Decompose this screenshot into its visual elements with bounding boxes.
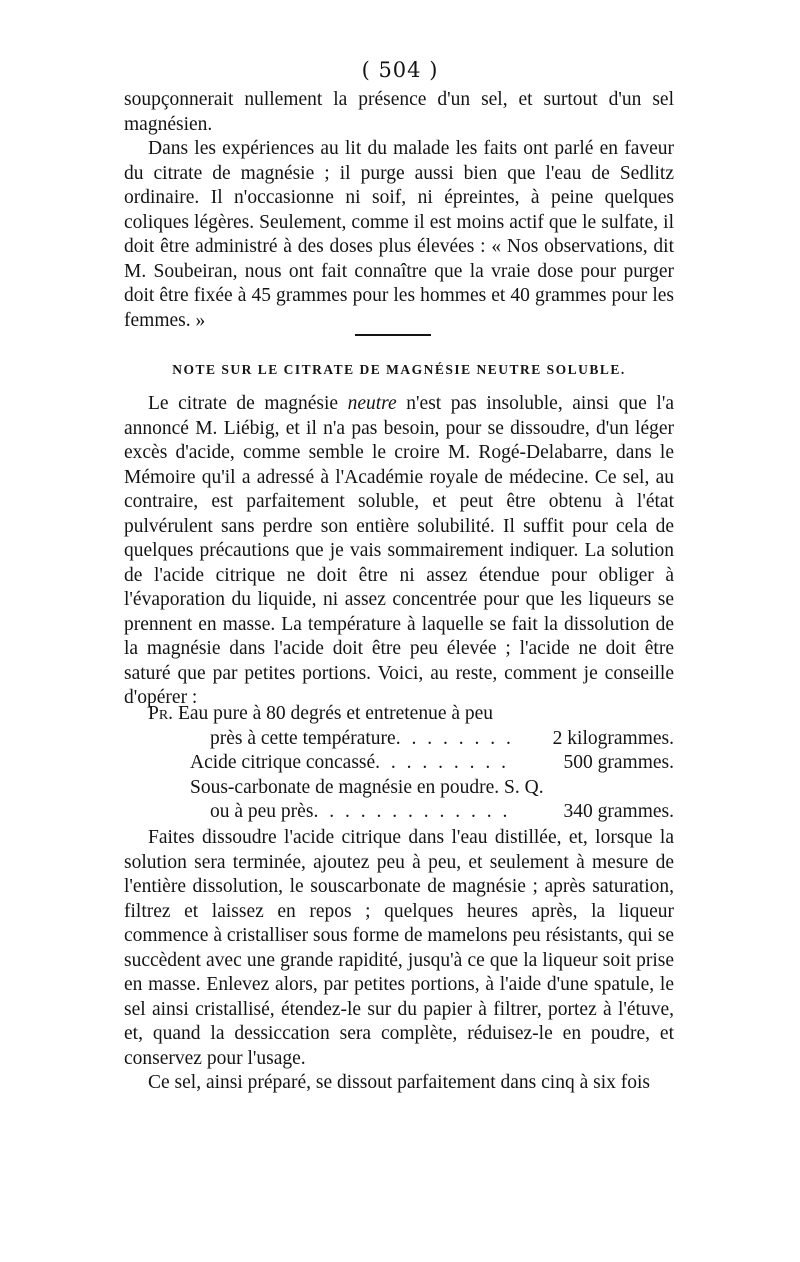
recipe-quantity: 2 kilogrammes. <box>552 727 674 749</box>
note-emphasis: neutre <box>347 393 397 414</box>
recipe-line-3 <box>124 751 684 776</box>
section-divider <box>355 334 431 336</box>
recipe-ingredient-acid: Acide citrique concassé <box>190 752 376 773</box>
page-number: ( 504 ) <box>361 58 439 82</box>
recipe-line-5 <box>124 800 684 825</box>
paragraph-procedure: Faites dissoudre l'acide citrique dans l'eau distillée, et, lorsque la solution sera terminée, ajoutez peu à peu, et seulement à mesure de l'entière dissolution, le souscarbonate de magnésie ; après saturation, filtrez et laissez en repos ; quelques heures après, la liqueur commence à cristalliser sous forme de mamelons peu résistants, qui se succèdent avec une grande rapidité, jusqu'à ce que la liqueur soit prise en masse. Enlevez alors, par petites portions, à l'aide d'une spatule, le sel ainsi cristallisé, étendez-le sur du papier à filtrer, portez à l'étuve, et, quand la dessiccation sera complète, réduisez-le en poudre, et conservez pour l'usage. <box>124 827 674 1069</box>
recipe-ingredient-magnesia: Sous-carbonate de magnésie en poudre. S. Q. <box>190 776 544 798</box>
text-block-bottom <box>124 826 674 1096</box>
recipe-line-4 <box>124 776 684 801</box>
recipe-line-1 <box>124 702 684 727</box>
recipe-ingredient-magnesia-cont: ou à peu près <box>210 801 314 822</box>
leader-dots: . . . . . . . . <box>395 727 514 749</box>
recipe-line-2 <box>124 727 684 752</box>
leader-dots: . . . . . . . . . . . . . <box>313 801 511 822</box>
paragraph-observations: Dans les expériences au lit du malade les faits ont parlé en faveur du citrate de magnésie ; il purge aussi bien que l'eau de Sedlitz ordinaire. Il n'occasionne ni soif, ni épreintes, à peine quelques coliques légères. Seulement, comme il est moins actif que le sulfate, il doit être administré à des doses plus élevées : « Nos observations, dit M. Soubeiran, nous ont fait connaître que la vraie dose pour purger doit être fixée à 45 grammes pour les hommes et 40 grammes pour les femmes. » <box>124 138 674 331</box>
recipe-block <box>124 702 684 825</box>
paragraph-continued: soupçonnerait nullement la présence d'un sel, et surtout d'un sel magnésien. <box>124 89 674 135</box>
recipe-ingredient-water-cont: près à cette température <box>210 727 396 749</box>
note-paragraph <box>124 392 674 711</box>
note-body <box>124 392 674 711</box>
paragraph-final: Ce sel, ainsi préparé, se dissout parfaitement dans cinq à six fois <box>148 1072 650 1093</box>
recipe-ingredient-water: Eau pure à 80 degrés et entretenue à peu <box>177 703 494 724</box>
note-text-rest: n'est pas insoluble, ainsi que l'a annoncé M. Liébig, et il n'a pas besoin, pour se dissoudre, d'un léger excès d'acide, comme semble le croire M. Rogé-Delabarre, dans le Mémoire qu'il a adressé à l'Académie royale de médecine. Ce sel, au contraire, est parfaitement soluble, et peut être obtenu à l'état pulvérulent sans perdre son entière solubilité. Il suffit pour cela de quelques précautions que je vais sommairement indiquer. La solution de l'acide citrique ne doit être ni assez étendue pour obliger à l'évaporation du liquide, ni assez concentrée pour que les liqueurs se prennent en masse. La température à laquelle se fait la dissolution de la magnésie dans l'acide doit être peu élevée ; l'acide ne doit être saturé que par petites portions. Voici, au reste, comment je conseille d'opérer : <box>124 393 674 708</box>
note-text-start: Le citrate de magnésie <box>148 393 348 414</box>
recipe-prefix: Pr. <box>148 703 174 724</box>
note-title: NOTE SUR LE CITRATE DE MAGNÉSIE NEUTRE SOLUBLE. <box>172 362 626 377</box>
recipe-quantity: 500 grammes. <box>563 752 674 773</box>
text-block-top <box>124 88 674 333</box>
leader-dots: . . . . . . . . . <box>375 752 510 773</box>
recipe-quantity: 340 grammes. <box>563 801 674 822</box>
